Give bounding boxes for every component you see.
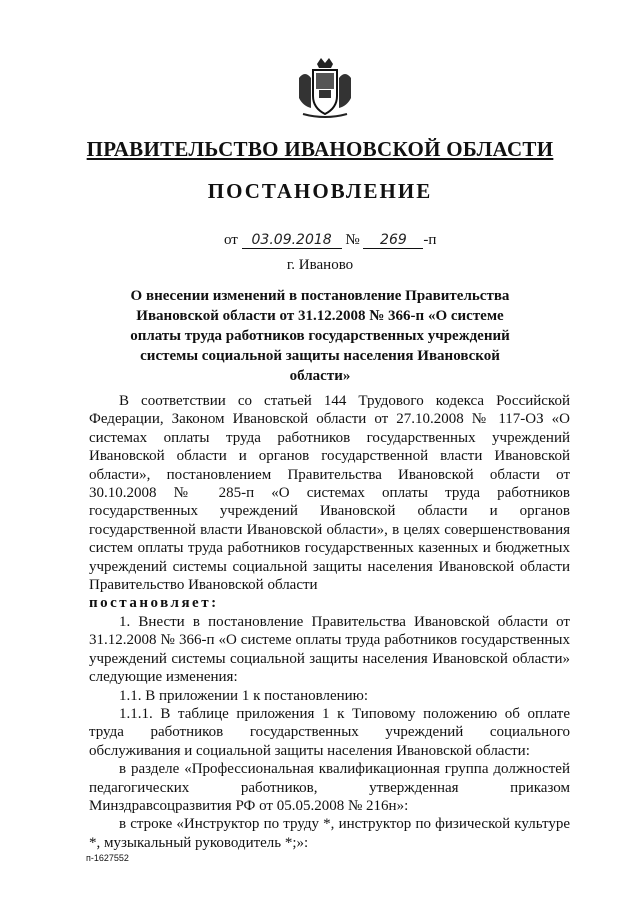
date-prefix: от xyxy=(224,232,238,248)
document-date: 03.09.2018 xyxy=(242,232,342,249)
number-suffix: -п xyxy=(423,232,437,248)
resolves-word: постановляет: xyxy=(89,595,219,612)
document-body xyxy=(89,392,570,852)
document-subject: О внесении изменений в постановление Правительства Ивановской области от 31.12.2008 № 366-п «О системе оплаты труда работников государственных учреждений системы социальной защиты населения Ивановской области» xyxy=(130,288,510,384)
document-id-footer: п-1627552 xyxy=(86,853,129,863)
paragraph-1-1-1: 1.1.1. В таблице приложения 1 к Типовому положению об оплате труда работников государственных учреждений социального обслуживания и социальной защиты населения Ивановской области: xyxy=(89,705,570,759)
document-type: ПОСТАНОВЛЕНИЕ xyxy=(207,179,433,203)
coat-of-arms-icon xyxy=(295,58,355,120)
paragraph-section: в разделе «Профессиональная квалификационная группа должностей педагогических работников, утвержденная приказом Минздравсоцразвития РФ от 05.05.2008 № 216н»: xyxy=(89,761,570,814)
government-title: ПРАВИТЕЛЬСТВО ИВАНОВСКОЙ ОБЛАСТИ xyxy=(86,137,554,161)
date-number-line xyxy=(224,232,464,249)
paragraph-1-1: 1.1. В приложении 1 к постановлению: xyxy=(119,687,369,704)
document-number: 269 xyxy=(363,232,423,249)
number-sign: № xyxy=(345,232,360,248)
preamble-paragraph: В соответствии со статьей 144 Трудового кодекса Российской Федерации, Законом Ивановской области от 27.10.2008 № 117-ОЗ «О системах оплаты труда работников государственных учреждений Ивановской области и органов государственной власти Ивановской области», постановлением Правительства Ивановской области от 30.10.2008 № 285-п «О системах оплаты труда работников государственных учреждений Ивановской области и органов государственной власти Ивановской области», в целях совершенствования систем оплаты труда работников государственных казенных и бюджетных учреждений системы социальной защиты населения Ивановской области Правительство Ивановской области xyxy=(89,393,570,594)
resolves-line xyxy=(89,594,570,612)
paragraph-row: в строке «Инструктор по труду *, инструктор по физической культуре *, музыкальный руководитель *;»: xyxy=(89,816,570,851)
city: г. Иваново xyxy=(286,257,354,273)
paragraph-1: 1. Внести в постановление Правительства Ивановской области от 31.12.2008 № 366-п «О системе оплаты труда работников государственных учреждений системы социальной защиты населения Ивановской области» следующие изменения: xyxy=(89,613,570,686)
